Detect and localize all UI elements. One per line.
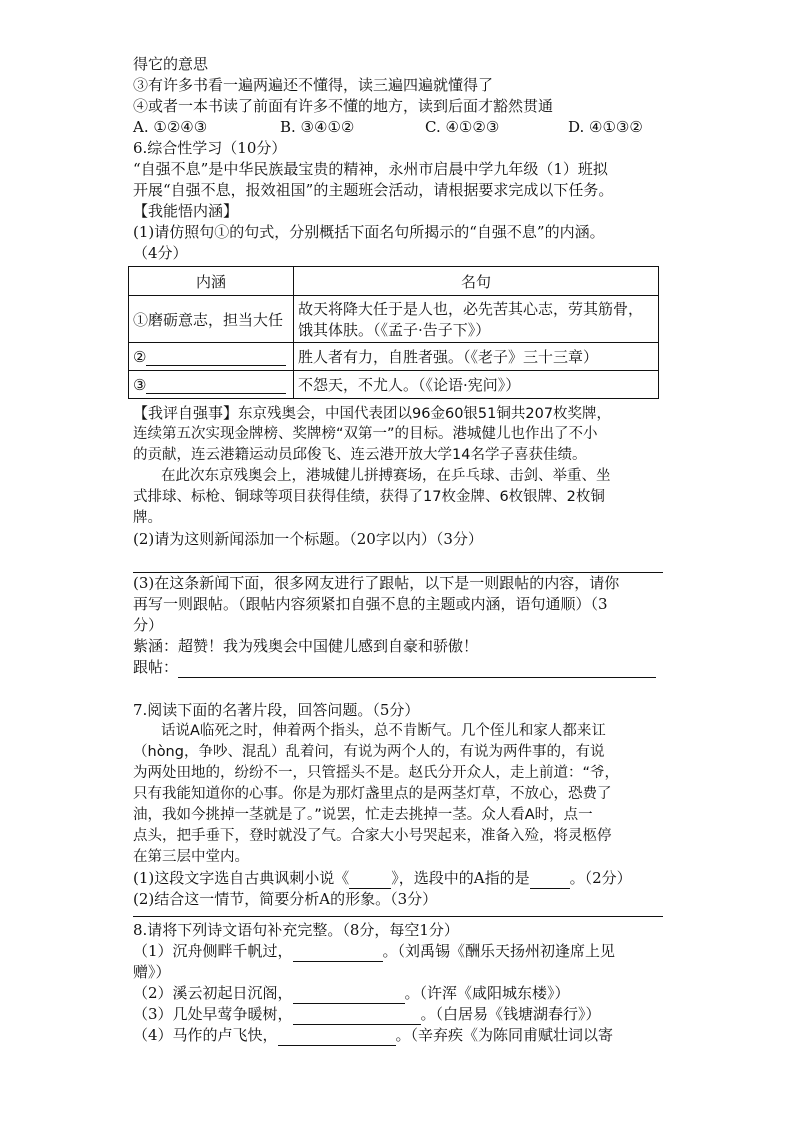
q7-title: 7.阅读下面的名著片段，回答问题。（5分） (133, 701, 420, 719)
reply-example: 紫涵：超赞！我为残奥会中国健儿感到自豪和骄傲！ (133, 637, 479, 655)
quote-line: 饿其体肤。（《孟子·告子下》） (298, 321, 491, 339)
q6-task1-line-2: （4分） (133, 244, 188, 262)
news-article (133, 403, 663, 529)
q8-item-4: （4）马作的卢飞快， 。（辛弃疾《为陈同甫赋壮词以寄 (133, 1026, 614, 1044)
news-line: 式排球、标枪、铜球等项目获得佳绩，获得了17枚金牌、6枚银牌、2枚铜 (133, 489, 605, 505)
option-c[interactable]: C. ④①②③ (425, 118, 500, 136)
option-a[interactable]: A. ①②④③ (133, 118, 208, 136)
fill-blank[interactable] (293, 945, 383, 962)
q7-task1: (1)这段文字选自古典讽刺小说《 》，选段中的A指的是 。（2分） (133, 869, 632, 887)
q6-task3-line-1: (3)在这条新闻下面，很多网友进行了跟帖，以下是一则跟帖的内容，请你 (133, 574, 620, 592)
excerpt-line: 在第三层中堂内。 (133, 849, 249, 865)
news-line: 的贡献，连云港籍运动员邱俊飞、连云港开放大学14名学子喜获佳绩。 (133, 447, 587, 463)
q5-options (133, 117, 663, 138)
meaning-label: ② (133, 347, 147, 366)
quote-line: 故天将降大任于是人也，必先苦其心志，劳其筋骨， (298, 300, 644, 318)
excerpt-line: 点头，把手垂下，登时就没了气。合家大小号哭起来，准备入殓，将灵柩停 (133, 828, 612, 844)
table-row (129, 343, 659, 371)
q6-title: 6.综合性学习（10分） (133, 139, 287, 157)
news-line: 牌。 (133, 510, 162, 526)
excerpt-line: 为两处田地的，纷纷不一，只管摇头不是。赵氏分开众人，走上前道：“爷， (133, 765, 620, 781)
table-row (129, 371, 659, 399)
excerpt (133, 721, 663, 868)
meaning-table (128, 266, 659, 399)
q7-task2: (2)结合这一情节，简要分析A的形象。（3分） (133, 890, 438, 908)
answer-line[interactable] (133, 916, 663, 917)
news-label: 【我评自强事】 (133, 404, 239, 422)
news-line: 在此次东京残奥会上，港城健儿拼搏赛场，在乒乓球、击剑、举重、坐 (161, 468, 611, 484)
excerpt-line: 话说A临死之时，伸着两个指头，总不肯断气。几个侄儿和家人都来讧 (161, 723, 606, 739)
answer-blank[interactable] (146, 349, 286, 366)
meaning-answer-cell[interactable] (129, 371, 294, 399)
excerpt-line: 只有我能知道你的心事。你是为那灯盏里点的是两茎灯草，不放心，恐费了 (133, 786, 612, 802)
reply-row (133, 657, 663, 678)
exam-page (133, 54, 663, 1046)
q8-item-2: （2）溪云初起日沉阁， 。（许浑《咸阳城东楼》） (133, 984, 570, 1002)
reply-label: 跟帖： (133, 658, 179, 676)
fill-blank[interactable] (293, 1008, 421, 1025)
meaning-label: ③ (133, 375, 147, 394)
q6-intro-2: 开展“自强不息，报效祖国”的主题班会活动，请根据要求完成以下任务。 (133, 181, 614, 199)
table-header-meaning: 内涵 (129, 267, 294, 296)
reply-blank[interactable] (178, 661, 656, 678)
answer-blank[interactable] (146, 377, 286, 394)
q8-item-3: （3）几处早莺争暖树， 。（白居易《钱塘湖春行》） (133, 1005, 601, 1023)
book-title-blank[interactable] (349, 872, 391, 889)
q6-task2: (2)请为这则新闻添加一个标题。（20字以内）（3分） (133, 530, 483, 548)
news-line: 【我评自强事】东京残奥会，中国代表团以96金60银51铜共207枚奖牌， (133, 404, 612, 422)
excerpt-line: 油，我如今挑掉一茎就是了。”说罢，忙走去挑掉一茎。众人看A时，点一 (133, 807, 593, 823)
q8-title: 8.请将下列诗文语句补充完整。（8分，每空1分） (133, 921, 459, 939)
option-b[interactable]: B. ③④①② (280, 118, 355, 136)
table-row (129, 296, 659, 343)
q6-intro-1: “自强不息”是中华民族最宝贵的精神，永州市启晨中学九年级（1）班拟 (133, 160, 608, 178)
q5-line-1: 得它的意思 (133, 55, 209, 73)
q5-line-3: ④或者一本书读了前面有许多不懂的地方，读到后面才豁然贯通 (133, 97, 554, 115)
character-blank[interactable] (530, 872, 570, 889)
q6-task3-line-2: 再写一则跟帖。（跟帖内容须紧扣自强不息的主题或内涵，语句通顺）（3 (133, 595, 608, 613)
table-header-quote: 名句 (294, 267, 659, 296)
quote-cell: 不怨天，不尤人。（《论语·宪问》） (294, 371, 659, 399)
fill-blank[interactable] (293, 987, 405, 1004)
excerpt-line: （hòng，争吵、混乱）乱着问，有说为两个人的，有说为两件事的，有说 (133, 744, 605, 760)
q5-line-2: ③有许多书看一遍两遍还不懂得，读三遍四遍就懂得了 (133, 76, 494, 94)
fill-blank[interactable] (278, 1029, 396, 1046)
q8-item-1-cont: 赠》） (133, 963, 171, 981)
meaning-answer-cell[interactable] (129, 343, 294, 371)
quote-cell (294, 296, 659, 343)
news-line: 连续第五次实现金牌榜、奖牌榜“双第一”的目标。港城健儿也作出了不小 (133, 426, 598, 442)
q6-task1-line-1: (1)请仿照句①的句式，分别概括下面名句所揭示的“自强不息”的内涵。 (133, 223, 605, 241)
q6-section-heading: 【我能悟内涵】 (133, 202, 239, 220)
table-header-row (129, 267, 659, 296)
meaning-cell: ①磨砺意志，担当大任 (129, 296, 294, 343)
q8-item-1: （1）沉舟侧畔千帆过， 。（刘禹锡《酬乐天扬州初逢席上见 (133, 942, 616, 960)
quote-cell: 胜人者有力，自胜者强。（《老子》三十三章） (294, 343, 659, 371)
q6-task3-line-3: 分） (133, 616, 164, 634)
option-d[interactable]: D. ④①③② (568, 118, 643, 136)
